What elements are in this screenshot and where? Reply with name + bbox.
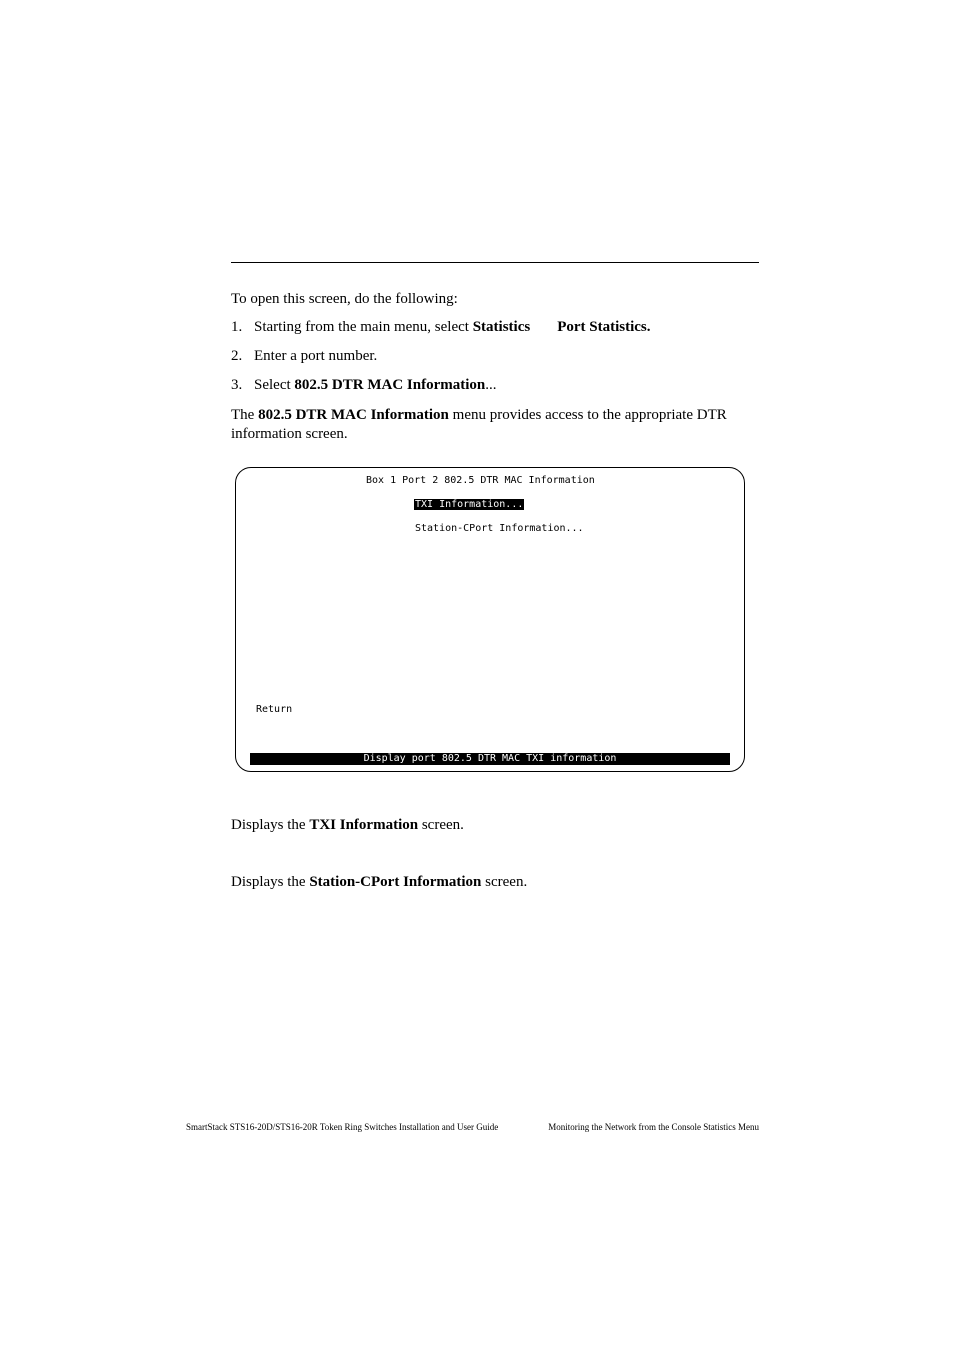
station-cport-description — [231, 873, 527, 892]
step-1-bold-port-statistics: Port Statistics. — [557, 319, 651, 335]
description-pre: The — [231, 407, 259, 423]
station-cport-description-bold: Station-CPort Information — [309, 874, 482, 890]
menu-item-txi-label: TXI Information... — [415, 499, 524, 510]
step-3-ellipsis: ... — [485, 377, 497, 393]
menu-item-station-cport[interactable]: Station-CPort Information... — [415, 523, 584, 534]
description-line2: information screen. — [231, 426, 348, 442]
step-1-number: 1. — [231, 319, 243, 335]
footer-right: Monitoring the Network from the Console Statistics Menu — [548, 1122, 759, 1132]
header-rule — [231, 262, 759, 263]
step-1 — [254, 319, 651, 336]
console-screen — [235, 467, 745, 772]
intro-text: To open this screen, do the following: — [231, 291, 458, 307]
step-3 — [254, 377, 496, 394]
step-1-bold-statistics: Statistics — [472, 319, 531, 335]
status-bar: Display port 802.5 DTR MAC TXI information — [250, 753, 730, 765]
txi-description-pre: Displays the — [231, 817, 310, 833]
txi-description — [231, 816, 464, 835]
station-cport-description-pre: Displays the — [231, 874, 310, 890]
txi-description-bold: TXI Information — [309, 817, 419, 833]
menu-item-txi[interactable] — [414, 499, 524, 511]
step-1-text: Starting from the main menu, select — [254, 319, 473, 335]
return-item[interactable]: Return — [256, 704, 293, 715]
step-3-number: 3. — [231, 377, 243, 393]
screen-title: Box 1 Port 2 802.5 DTR MAC Information — [366, 475, 595, 486]
description — [231, 406, 727, 444]
step-3-text: Select — [254, 377, 295, 393]
step-2: Enter a port number. — [254, 348, 378, 364]
description-bold: 802.5 DTR MAC Information — [258, 407, 449, 423]
station-cport-description-post: screen. — [481, 874, 528, 890]
footer-left: SmartStack STS16-20D/STS16-20R Token Ring Switches Installation and User Guide — [186, 1122, 499, 1132]
description-post: menu provides access to the appropriate DTR — [448, 407, 727, 423]
txi-description-post: screen. — [418, 817, 464, 833]
step-3-bold: 802.5 DTR MAC Information — [294, 377, 486, 393]
step-2-number: 2. — [231, 348, 243, 364]
